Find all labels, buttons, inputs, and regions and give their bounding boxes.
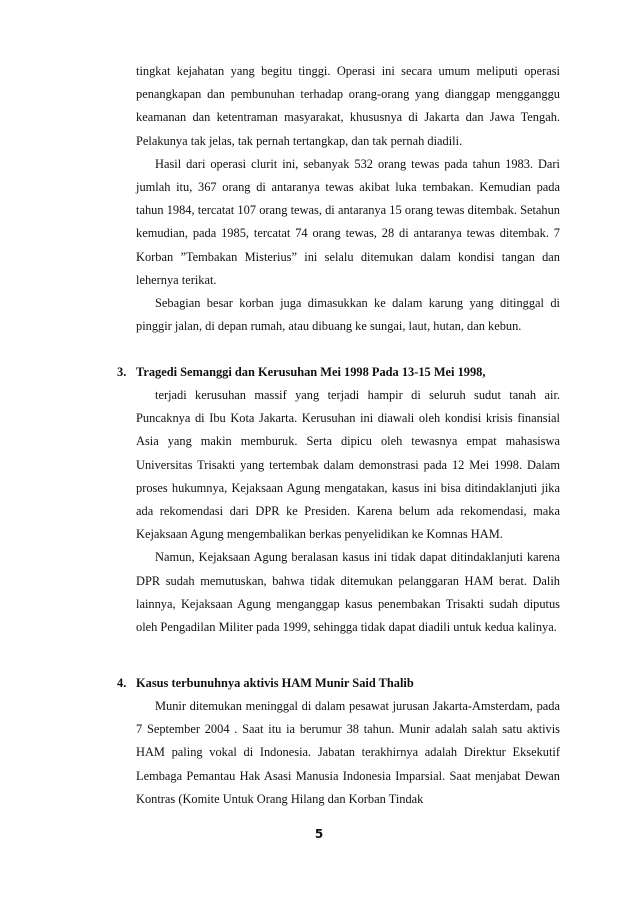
section-3-number: 3. bbox=[117, 365, 127, 379]
intro-paragraph-1: tingkat kejahatan yang begitu tinggi. Operasi ini secara umum meliputi operasi penangkapan dan pembunuhan terhadap orang-orang yang dianggap mengganggu keamanan dan ketentraman masyarakat, khususnya di Jakarta dan Jawa Tengah. Pelakunya tak jelas, tak pernah tertangkap, dan tak pernah diadili. bbox=[136, 64, 560, 148]
intro-paragraph-2: Hasil dari operasi clurit ini, sebanyak 532 orang tewas pada tahun 1983. Dari jumlah itu, 367 orang di antaranya tewas akibat luka tembakan. Kemudian pada tahun 1984, tercatat 107 orang tewas, di antaranya 15 orang tewas ditembak. Setahun kemudian, pada 1985, tercatat 74 orang tewas, 28 di antaranya tewas ditembak. 7 Korban ”Tembakan Misterius” ini selalu ditemukan dalam kondisi tangan dan lehernya terikat. bbox=[136, 156, 560, 287]
section-3-paragraph-1: terjadi kerusuhan massif yang terjadi hampir di seluruh sudut tanah air. Puncaknya di Ibu Kota Jakarta. Kerusuhan ini diawali oleh kondisi krisis finansial Asia yang makin memburuk. Serta dipicu oleh tewasnya empat mahasiswa Universitas Trisakti yang tertembak dalam demonstrasi pada 12 Mei 1998. Dalam proses hukumnya, Kejaksaan Agung mengatakan, kasus ini bisa ditindaklanjuti jika ada rekomendasi dari DPR ke Presiden. Karena belum ada rekomendasi, maka Kejaksaan Agung mengembalikan berkas penyelidikan ke Komnas HAM. bbox=[136, 388, 560, 542]
page-number: 5 bbox=[314, 827, 324, 841]
section-4-body bbox=[136, 695, 560, 811]
section-3-heading bbox=[117, 361, 562, 384]
section-4-heading bbox=[117, 672, 562, 695]
intro-paragraph-3: Sebagian besar korban juga dimasukkan ke dalam karung yang ditinggal di pinggir jalan, di depan rumah, atau dibuang ke sungai, laut, hutan, dan kebun. bbox=[136, 296, 560, 334]
section-4-title: Kasus terbunuhnya aktivis HAM Munir Said Thalib bbox=[136, 676, 414, 690]
section-3-title: Tragedi Semanggi dan Kerusuhan Mei 1998 Pada 13-15 Mei 1998, bbox=[136, 365, 486, 379]
section-4-number: 4. bbox=[117, 676, 127, 690]
intro-section bbox=[136, 60, 560, 338]
section-4-paragraph-1: Munir ditemukan meninggal di dalam pesawat jurusan Jakarta-Amsterdam, pada 7 September 2004 . Saat itu ia berumur 38 tahun. Munir adalah salah satu aktivis HAM paling vokal di Indonesia. Jabatan terakhirnya adalah Direktur Eksekutif Lembaga Pemantau Hak Asasi Manusia Indonesia Imparsial. Saat menjabat Dewan Kontras (Komite Untuk Orang Hilang dan Korban Tindak bbox=[136, 699, 560, 806]
section-3-paragraph-2: Namun, Kejaksaan Agung beralasan kasus ini tidak dapat ditindaklanjuti karena DPR sudah memutuskan, bahwa tidak ditemukan pelanggaran HAM berat. Dalih lainnya, Kejaksaan Agung menganggap kasus penembakan Trisakti sudah diputus oleh Pengadilan Militer pada 1999, sehingga tidak dapat diadili untuk kedua kalinya. bbox=[136, 550, 560, 635]
section-3-body bbox=[136, 384, 560, 639]
